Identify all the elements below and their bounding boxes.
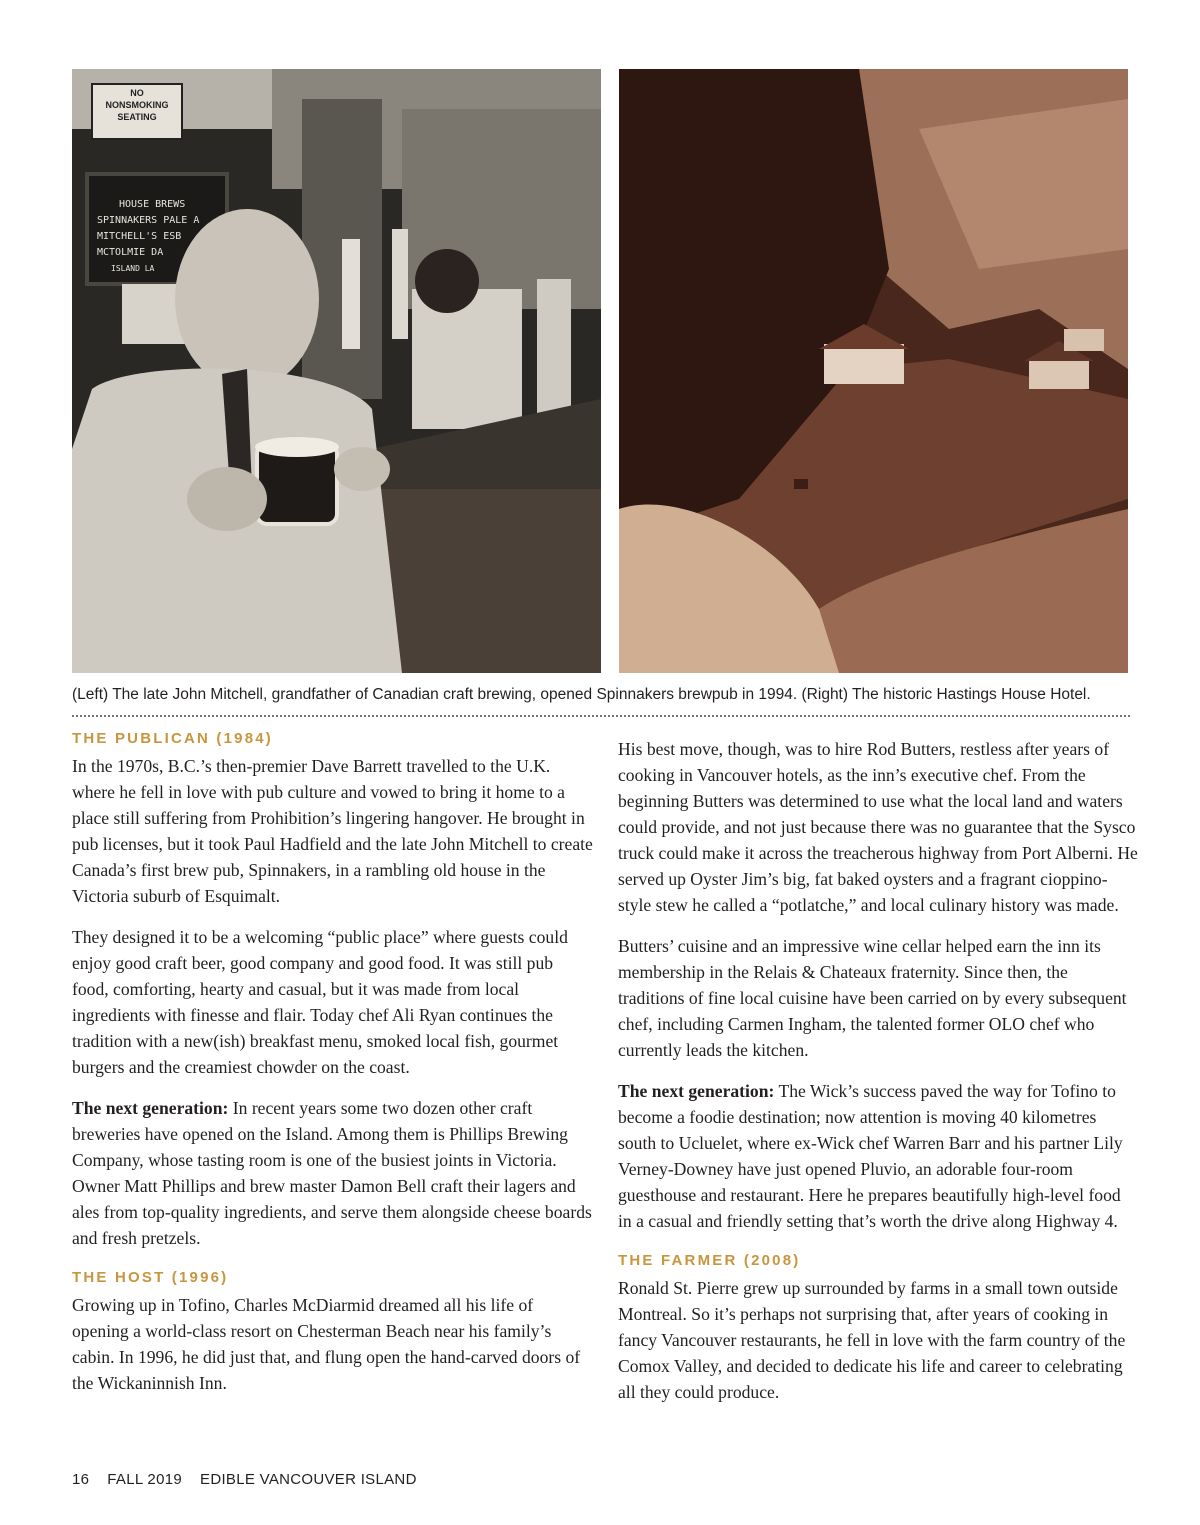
board-line: ISLAND LA: [111, 264, 155, 273]
paragraph-lead: The next generation:: [72, 1098, 229, 1118]
paragraph: Ronald St. Pierre grew up surrounded by farms in a small town outside Montreal. So it’s perhaps not surprising that, after years of cooking in fancy Vancouver restaurants, he fell in love with the farm country of the Comox Valley, and decided to dedicate his life and career to celebrating all they could produce.: [618, 1278, 1126, 1402]
sign-line: NO: [130, 88, 144, 98]
page-number: 16: [72, 1471, 90, 1488]
dotted-divider: [72, 715, 1130, 717]
right-column: [618, 736, 1138, 1420]
section-heading-publican: THE PUBLICAN (1984): [72, 730, 273, 747]
paragraph-next-generation: [618, 1078, 1138, 1234]
paragraph: Growing up in Tofino, Charles McDiarmid dreamed all his life of opening a world-class resort on Chesterman Beach near his family’s cabin. In 1996, he did just that, and flung open the hand-carved doors of the Wickaninnish Inn.: [72, 1295, 581, 1393]
paragraph: In the 1970s, B.C.’s then-premier Dave Barrett travelled to the U.K. where he fell in love with pub culture and vowed to bring it home to a place still suffering from Prohibition’s lingering hangover. He brought in pub licenses, but it took Paul Hadfield and the late John Mitchell to create Canada’s first brew pub, Spinnakers, in a rambling old house in the Victoria suburb of Esquimalt.: [72, 756, 593, 906]
board-line: HOUSE BREWS: [119, 199, 186, 210]
section-heading-farmer: THE FARMER (2008): [618, 1252, 801, 1269]
paragraph-body: The Wick’s success paved the way for Tofino to become a foodie destination; now attention is moving 40 kilometres south to Ucluelet, where ex-Wick chef Warren Barr and his partner Lily Verney-Downey have just opened Pluvio, an adorable four-room guesthouse and restaurant. Here he prepares beautifully high-level food in a casual and friendly setting that’s worth the drive along Highway 4.: [618, 1081, 1123, 1231]
photo-caption: (Left) The late John Mitchell, grandfather of Canadian craft brewing, opened Spinnakers brewpub in 1994. (Right) The historic Hastings House Hotel.: [72, 686, 1091, 703]
left-column: [72, 730, 594, 1411]
photo-hastings-house: [619, 69, 1128, 673]
board-line: MCTOLMIE DA: [97, 247, 164, 258]
pub-photo-illustration: [72, 69, 601, 673]
paragraph: They designed it to be a welcoming “public place” where guests could enjoy good craft beer, good company and good food. It was still pub food, comforting, hearty and casual, but it was made from local ingredients with finesse and flair. Today chef Ali Ryan continues the tradition with a new(ish) breakfast menu, smoked local fish, gourmet burgers and the creamiest chowder on the coast.: [72, 927, 568, 1077]
sign-text: [94, 87, 180, 123]
paragraph-lead: The next generation:: [618, 1081, 775, 1101]
sign-line: SEATING: [117, 112, 157, 122]
paragraph: His best move, though, was to hire Rod Butters, restless after years of cooking in Vancouver hotels, as the inn’s executive chef. From the beginning Butters was determined to use what the local land and waters could provide, and not just because there was no guarantee that the Sysco truck could make it across the treacherous highway from Port Alberni. He served up Oyster Jim’s big, fat baked oysters and a fragrant cioppino-style stew he called a “potlatche,” and local culinary history was made.: [618, 739, 1138, 915]
paragraph-body: In recent years some two dozen other craft breweries have opened on the Island. Among them is Phillips Brewing Company, whose tasting room is one of the busiest joints in Victoria. Owner Matt Phillips and brew master Damon Bell craft their lagers and ales from top-quality ingredients, and serve them alongside cheese boards and fresh pretzels.: [72, 1098, 592, 1248]
paragraph: Butters’ cuisine and an impressive wine cellar helped earn the inn its membership in the Relais & Chateaux fraternity. Since then, the traditions of fine local cuisine have been carried on by every subsequent chef, including Carmen Ingham, the talented former OLO chef who currently leads the kitchen.: [618, 936, 1127, 1060]
chalkboard-text: [97, 197, 222, 277]
board-line: MITCHELL'S ESB: [97, 231, 182, 242]
section-heading-host: THE HOST (1996): [72, 1269, 229, 1286]
board-line: SPINNAKERS PALE A: [97, 215, 200, 226]
aerial-photo-illustration: [619, 69, 1128, 673]
photo-john-mitchell: [72, 69, 601, 673]
paragraph-next-generation: [72, 1095, 594, 1251]
issue-date: FALL 2019: [107, 1471, 183, 1488]
sign-line: NONSMOKING: [105, 100, 169, 110]
magazine-name: EDIBLE VANCOUVER ISLAND: [200, 1471, 417, 1488]
page-footer: [72, 1471, 435, 1488]
